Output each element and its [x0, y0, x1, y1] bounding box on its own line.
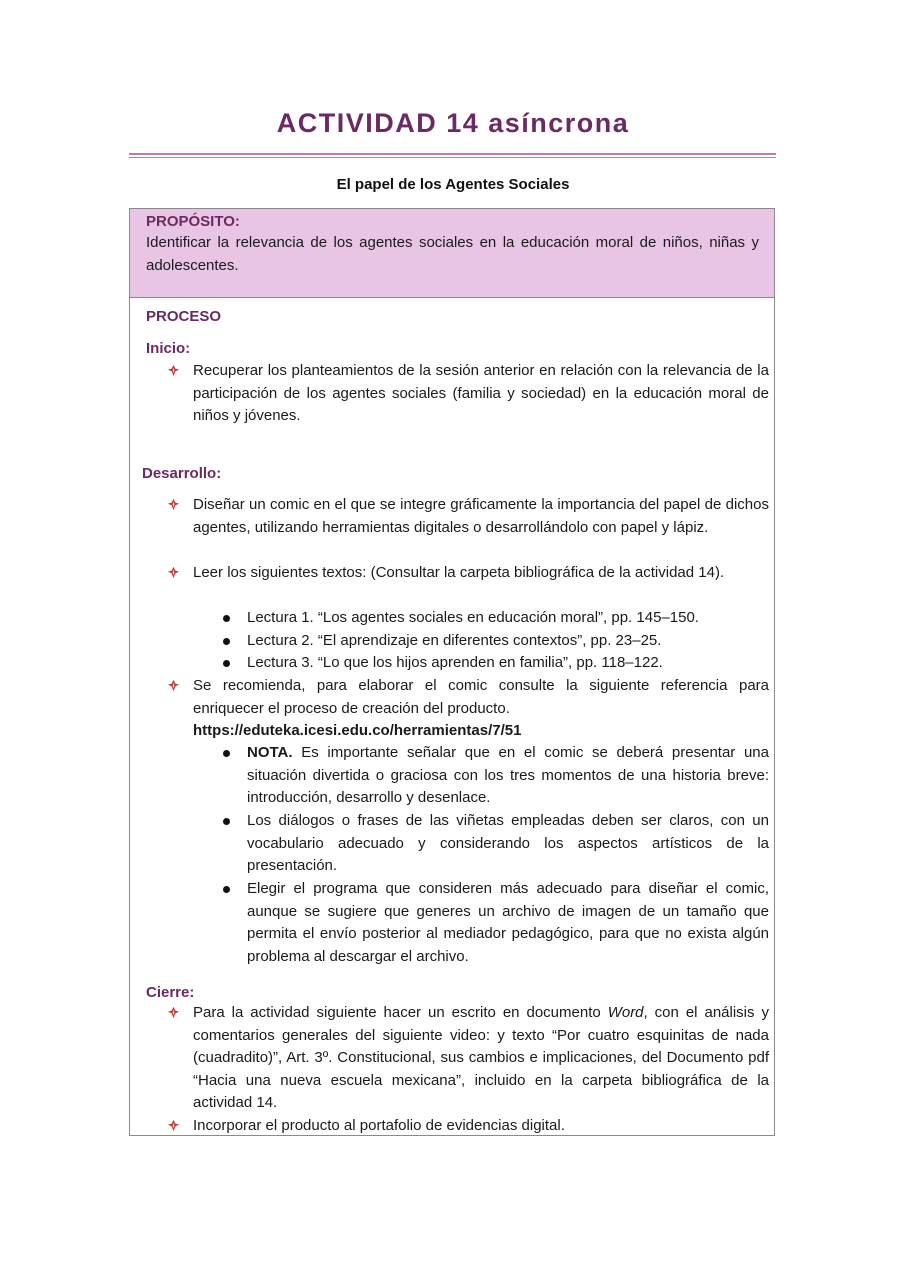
- bullet-dot: [223, 615, 230, 622]
- ornament-bullet-icon: [167, 498, 180, 511]
- desarrollo-label: Desarrollo:: [142, 465, 222, 482]
- cierre-text-b: , con el análisis y comentarios generales del siguiente video: y texto “Por cuatro esquinitas de nada (cuadradito)”, Art. 3º. Constitucional, sus cambios e implicaciones, del Documento pdf “Hacia una nueva escuela mexicana”, incluido en la carpeta bibliográfica de la actividad 14.: [193, 1004, 769, 1112]
- ornament-bullet-icon: [167, 566, 180, 579]
- ornament-bullet-icon: [167, 1119, 180, 1132]
- ornament-bullet-icon: [167, 1006, 180, 1019]
- reading-3: Lectura 3. “Lo que los hijos aprenden en familia”, pp. 118–122.: [247, 654, 663, 671]
- cierre-word: Word: [607, 1004, 644, 1021]
- reference-text: Se recomienda, para elaborar el comic consulte la siguiente referencia para enriquecer el proceso de creación del producto.: [193, 677, 769, 717]
- desarrollo-item-comic: Diseñar un comic en el que se integre gráficamente la importancia del papel de dichos agentes, utilizando herramientas digitales o desarrollándolo con papel y lápiz.: [193, 496, 769, 536]
- bullet-dot: [223, 660, 230, 667]
- reference-link[interactable]: https://eduteka.icesi.edu.co/herramientas/7/51: [193, 722, 522, 740]
- cierre-item-escrito: [193, 1002, 769, 1115]
- inicio-label: Inicio:: [146, 340, 191, 357]
- page-subtitle: El papel de los Agentes Sociales: [336, 176, 570, 193]
- note-text: Es importante señalar que en el comic se deberá presentar una situación divertida o graciosa con los tres momentos de una historia breve: introducción, desarrollo y desenlace.: [247, 744, 769, 807]
- purpose-section: [130, 209, 774, 298]
- title-rule-thin: [129, 157, 776, 158]
- bullet-dot: [223, 638, 230, 645]
- bullet-dot: [223, 818, 230, 825]
- purpose-label: PROPÓSITO:: [146, 213, 240, 230]
- reading-2: Lectura 2. “El aprendizaje en diferentes contextos”, pp. 23–25.: [247, 632, 662, 649]
- note-1: [247, 742, 769, 810]
- bullet-dot: [223, 886, 230, 893]
- ornament-bullet-icon: [167, 679, 180, 692]
- activity-box: [129, 208, 775, 1136]
- purpose-text: Identificar la relevancia de los agentes sociales en la educación moral de niños, niñas y adolescentes.: [146, 234, 759, 274]
- desarrollo-item-reference: [193, 675, 769, 743]
- cierre-text-a: Para la actividad siguiente hacer un escrito en documento: [193, 1004, 608, 1021]
- ornament-bullet-icon: [167, 364, 180, 377]
- desarrollo-item-readings: Leer los siguientes textos: (Consultar la carpeta bibliográfica de la actividad 14).: [193, 564, 725, 581]
- inicio-item: Recuperar los planteamientos de la sesión anterior en relación con la relevancia de la participación de los agentes sociales (familia y sociedad) en la educación moral de niños y jóvenes.: [193, 362, 769, 425]
- note-3: Elegir el programa que consideren más adecuado para diseñar el comic, aunque se sugiere que generes un archivo de imagen de un tamaño que permita el envío posterior al mediador pedagógico, para que no exista algún problema al descargar el archivo.: [247, 880, 769, 965]
- cierre-label: Cierre:: [146, 984, 195, 1001]
- cierre-item-portafolio: Incorporar el producto al portafolio de evidencias digital.: [193, 1117, 565, 1134]
- bullet-dot: [223, 750, 230, 757]
- note-2: Los diálogos o frases de las viñetas empleadas deben ser claros, con un vocabulario adecuado y considerando los aspectos artísticos de la presentación.: [247, 812, 769, 875]
- title-rule: [129, 153, 776, 155]
- page-title: ACTIVIDAD 14 asíncrona: [276, 108, 630, 138]
- reading-1: Lectura 1. “Los agentes sociales en educación moral”, pp. 145–150.: [247, 609, 699, 626]
- process-label: PROCESO: [146, 308, 222, 325]
- note-label: NOTA.: [247, 744, 293, 761]
